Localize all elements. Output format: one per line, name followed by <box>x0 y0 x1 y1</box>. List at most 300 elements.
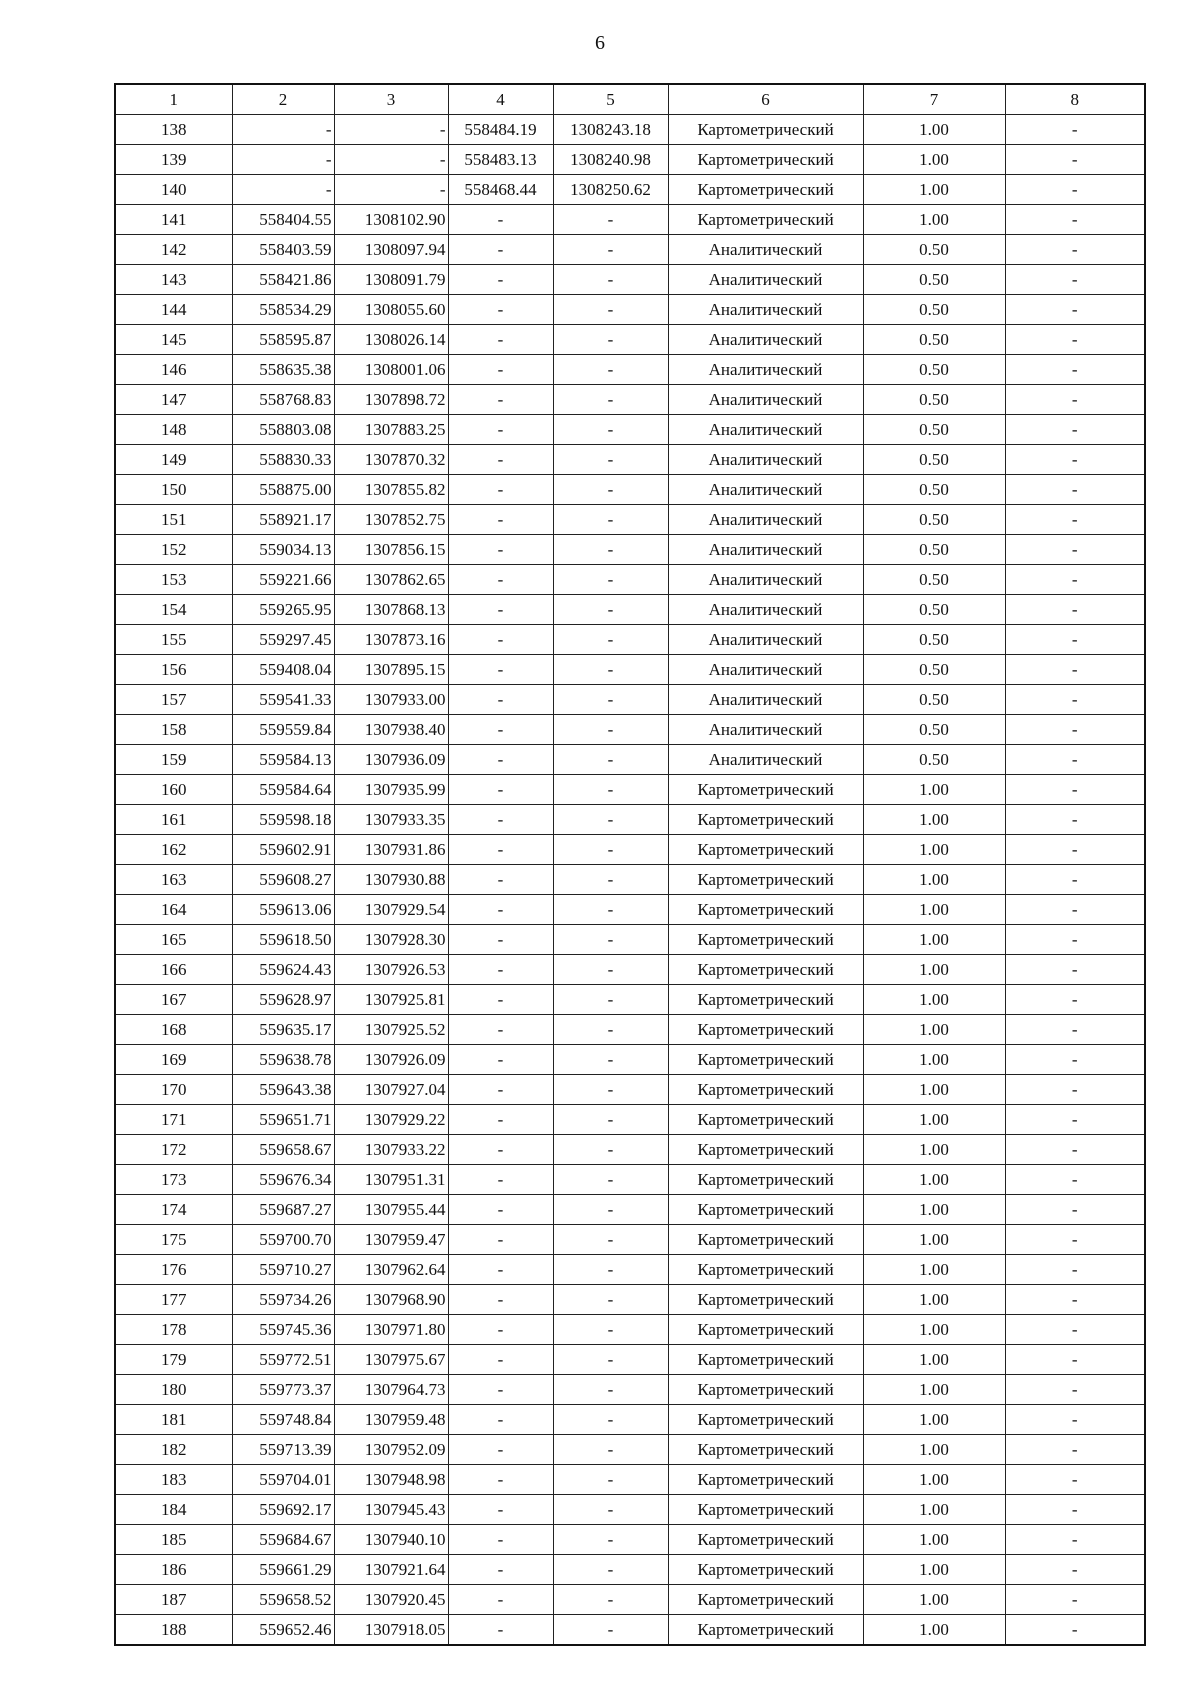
table-row <box>115 595 1145 625</box>
table-cell: 1.00 <box>863 1255 1005 1285</box>
table-cell: 1.00 <box>863 805 1005 835</box>
table-cell: - <box>553 955 668 985</box>
table-cell: 559221.66 <box>232 565 334 595</box>
table-cell: 176 <box>115 1255 232 1285</box>
table-row <box>115 1195 1145 1225</box>
table-row <box>115 1075 1145 1105</box>
table-cell: - <box>1005 1405 1145 1435</box>
table-cell: 559684.67 <box>232 1525 334 1555</box>
table-row <box>115 835 1145 865</box>
table-cell: - <box>232 115 334 145</box>
table-cell: 1307929.54 <box>334 895 448 925</box>
table-cell: 559541.33 <box>232 685 334 715</box>
table-cell: 1.00 <box>863 1045 1005 1075</box>
table-cell: 558483.13 <box>448 145 553 175</box>
table-cell: - <box>1005 295 1145 325</box>
table-cell: Аналитический <box>668 745 863 775</box>
table-cell: 1.00 <box>863 1615 1005 1646</box>
table-cell: - <box>334 175 448 205</box>
table-cell: 559734.26 <box>232 1285 334 1315</box>
table-cell: 188 <box>115 1615 232 1646</box>
table-cell: - <box>553 805 668 835</box>
table-cell: Картометрический <box>668 1075 863 1105</box>
table-cell: - <box>1005 115 1145 145</box>
table-cell: 1307926.53 <box>334 955 448 985</box>
table-cell: 171 <box>115 1105 232 1135</box>
table-cell: Аналитический <box>668 625 863 655</box>
table-cell: Аналитический <box>668 655 863 685</box>
table-cell: 164 <box>115 895 232 925</box>
table-cell: - <box>1005 1525 1145 1555</box>
table-cell: 1.00 <box>863 175 1005 205</box>
table-cell: 1308240.98 <box>553 145 668 175</box>
table-cell: 1307856.15 <box>334 535 448 565</box>
table-cell: - <box>553 355 668 385</box>
table-cell: Аналитический <box>668 355 863 385</box>
table-cell: Аналитический <box>668 685 863 715</box>
table-row <box>115 625 1145 655</box>
table-cell: 163 <box>115 865 232 895</box>
table-cell: Картометрический <box>668 835 863 865</box>
table-cell: - <box>553 1465 668 1495</box>
table-cell: 157 <box>115 685 232 715</box>
table-cell: 148 <box>115 415 232 445</box>
table-cell: Картометрический <box>668 895 863 925</box>
table-row <box>115 1495 1145 1525</box>
table-cell: 1.00 <box>863 1555 1005 1585</box>
table-cell: Картометрический <box>668 1315 863 1345</box>
table-cell: Аналитический <box>668 265 863 295</box>
table-cell: 1307962.64 <box>334 1255 448 1285</box>
table-cell: 161 <box>115 805 232 835</box>
table-cell: 559624.43 <box>232 955 334 985</box>
table-cell: 559584.64 <box>232 775 334 805</box>
table-row <box>115 1555 1145 1585</box>
table-cell: 0.50 <box>863 625 1005 655</box>
table-cell: 559676.34 <box>232 1165 334 1195</box>
table-cell: 153 <box>115 565 232 595</box>
table-row <box>115 1135 1145 1165</box>
table-cell: Аналитический <box>668 295 863 325</box>
table-cell: - <box>1005 1195 1145 1225</box>
table-cell: 1.00 <box>863 1165 1005 1195</box>
table-row <box>115 955 1145 985</box>
table-cell: 558921.17 <box>232 505 334 535</box>
table-cell: - <box>553 325 668 355</box>
table-cell: - <box>448 505 553 535</box>
table-cell: - <box>553 745 668 775</box>
table-cell: Картометрический <box>668 1555 863 1585</box>
table-row <box>115 325 1145 355</box>
table-cell: Картометрический <box>668 175 863 205</box>
table-cell: 1.00 <box>863 115 1005 145</box>
table-cell: Картометрический <box>668 1015 863 1045</box>
table-cell: Аналитический <box>668 445 863 475</box>
table-cell: - <box>1005 955 1145 985</box>
table-cell: 149 <box>115 445 232 475</box>
table-cell: - <box>1005 895 1145 925</box>
table-cell: 559692.17 <box>232 1495 334 1525</box>
table-cell: 166 <box>115 955 232 985</box>
table-cell: 1.00 <box>863 1495 1005 1525</box>
table-cell: 1.00 <box>863 1465 1005 1495</box>
table-cell: - <box>448 445 553 475</box>
table-cell: - <box>448 595 553 625</box>
table-cell: 559265.95 <box>232 595 334 625</box>
table-row <box>115 1405 1145 1435</box>
table-cell: - <box>448 1165 553 1195</box>
table-cell: 0.50 <box>863 655 1005 685</box>
table-cell: - <box>448 955 553 985</box>
table-cell: 1307870.32 <box>334 445 448 475</box>
table-cell: 559687.27 <box>232 1195 334 1225</box>
table-cell: 1307945.43 <box>334 1495 448 1525</box>
table-cell: 1.00 <box>863 1135 1005 1165</box>
table-cell: 177 <box>115 1285 232 1315</box>
table-cell: 175 <box>115 1225 232 1255</box>
table-cell: - <box>553 1495 668 1525</box>
table-cell: 558875.00 <box>232 475 334 505</box>
table-cell: 154 <box>115 595 232 625</box>
table-cell: Картометрический <box>668 1345 863 1375</box>
table-cell: - <box>553 625 668 655</box>
table-cell: - <box>448 565 553 595</box>
table-cell: 1307955.44 <box>334 1195 448 1225</box>
table-cell: 559772.51 <box>232 1345 334 1375</box>
table-row <box>115 1315 1145 1345</box>
table-cell: Картометрический <box>668 1225 863 1255</box>
table-row <box>115 685 1145 715</box>
table-cell: 559608.27 <box>232 865 334 895</box>
table-cell: 559034.13 <box>232 535 334 565</box>
table-cell: 0.50 <box>863 265 1005 295</box>
table-row <box>115 175 1145 205</box>
table-cell: 1307873.16 <box>334 625 448 655</box>
table-cell: 0.50 <box>863 235 1005 265</box>
table-row <box>115 1615 1145 1646</box>
table-cell: - <box>448 775 553 805</box>
table-cell: - <box>1005 325 1145 355</box>
table-cell: Картометрический <box>668 955 863 985</box>
table-cell: 1307855.82 <box>334 475 448 505</box>
table-cell: - <box>553 1165 668 1195</box>
table-cell: - <box>448 865 553 895</box>
table-cell: - <box>1005 865 1145 895</box>
table-cell: - <box>553 1075 668 1105</box>
table-cell: 559559.84 <box>232 715 334 745</box>
table-cell: 1.00 <box>863 145 1005 175</box>
table-cell: 1.00 <box>863 1105 1005 1135</box>
table-cell: Аналитический <box>668 535 863 565</box>
table-row <box>115 1285 1145 1315</box>
table-row <box>115 145 1145 175</box>
table-row <box>115 445 1145 475</box>
table-cell: - <box>553 1435 668 1465</box>
table-cell: 559745.36 <box>232 1315 334 1345</box>
table-cell: - <box>553 1015 668 1045</box>
table-cell: 168 <box>115 1015 232 1045</box>
table-cell: 159 <box>115 745 232 775</box>
table-cell: - <box>1005 1315 1145 1345</box>
table-cell: 559773.37 <box>232 1375 334 1405</box>
table-cell: - <box>1005 355 1145 385</box>
column-header: 7 <box>863 84 1005 115</box>
table-row <box>115 1165 1145 1195</box>
table-cell: 0.50 <box>863 475 1005 505</box>
table-cell: Картометрический <box>668 1615 863 1646</box>
table-cell: Картометрический <box>668 805 863 835</box>
table-cell: Картометрический <box>668 1285 863 1315</box>
table-cell: - <box>553 1375 668 1405</box>
table-cell: - <box>448 805 553 835</box>
table-cell: 1307883.25 <box>334 415 448 445</box>
table-cell: 1308091.79 <box>334 265 448 295</box>
table-cell: - <box>553 715 668 745</box>
table-cell: - <box>553 865 668 895</box>
table-cell: 182 <box>115 1435 232 1465</box>
table-cell: - <box>448 535 553 565</box>
table-cell: Аналитический <box>668 325 863 355</box>
column-header: 8 <box>1005 84 1145 115</box>
table-row <box>115 295 1145 325</box>
table-cell: 0.50 <box>863 355 1005 385</box>
column-header: 2 <box>232 84 334 115</box>
table-row <box>115 1525 1145 1555</box>
table-cell: 559628.97 <box>232 985 334 1015</box>
table-cell: - <box>553 685 668 715</box>
table-cell: - <box>553 1615 668 1646</box>
table-cell: 1.00 <box>863 1195 1005 1225</box>
table-cell: Аналитический <box>668 475 863 505</box>
table-cell: 1307964.73 <box>334 1375 448 1405</box>
table-cell: - <box>553 985 668 1015</box>
table-cell: 1307898.72 <box>334 385 448 415</box>
table-cell: 143 <box>115 265 232 295</box>
table-cell: - <box>448 1135 553 1165</box>
table-cell: 0.50 <box>863 745 1005 775</box>
table-cell: 160 <box>115 775 232 805</box>
table-cell: 1.00 <box>863 1405 1005 1435</box>
table-cell: 1307959.47 <box>334 1225 448 1255</box>
table-cell: 162 <box>115 835 232 865</box>
table-cell: 170 <box>115 1075 232 1105</box>
table-row <box>115 475 1145 505</box>
table-row <box>115 1045 1145 1075</box>
table-cell: 1307952.09 <box>334 1435 448 1465</box>
table-row <box>115 355 1145 385</box>
table-row <box>115 1015 1145 1045</box>
table-cell: 1307938.40 <box>334 715 448 745</box>
table-cell: - <box>448 925 553 955</box>
table-cell: 1307951.31 <box>334 1165 448 1195</box>
table-row <box>115 1225 1145 1255</box>
table-cell: Картометрический <box>668 1495 863 1525</box>
table-cell: 1307968.90 <box>334 1285 448 1315</box>
table-cell: - <box>553 1255 668 1285</box>
table-row <box>115 1585 1145 1615</box>
table-cell: - <box>553 205 668 235</box>
table-cell: - <box>553 1345 668 1375</box>
table-cell: 1308097.94 <box>334 235 448 265</box>
table-cell: 1307936.09 <box>334 745 448 775</box>
table-cell: - <box>448 745 553 775</box>
table-cell: 1308055.60 <box>334 295 448 325</box>
table-cell: Аналитический <box>668 595 863 625</box>
table-cell: - <box>448 1555 553 1585</box>
table-cell: 559700.70 <box>232 1225 334 1255</box>
table-cell: - <box>553 505 668 535</box>
table-cell: 140 <box>115 175 232 205</box>
table-cell: - <box>448 1375 553 1405</box>
column-header: 5 <box>553 84 668 115</box>
table-cell: - <box>553 595 668 625</box>
table-row <box>115 1105 1145 1135</box>
table-cell: 559661.29 <box>232 1555 334 1585</box>
table-cell: 150 <box>115 475 232 505</box>
table-cell: - <box>1005 1045 1145 1075</box>
table-cell: 1308250.62 <box>553 175 668 205</box>
table-cell: - <box>553 925 668 955</box>
table-cell: 145 <box>115 325 232 355</box>
table-cell: - <box>448 265 553 295</box>
table-cell: - <box>1005 985 1145 1015</box>
table-cell: 559638.78 <box>232 1045 334 1075</box>
table-cell: - <box>448 475 553 505</box>
table-cell: Картометрический <box>668 1255 863 1285</box>
table-cell: - <box>448 235 553 265</box>
table-cell: 558830.33 <box>232 445 334 475</box>
table-cell: 0.50 <box>863 565 1005 595</box>
table-row <box>115 1435 1145 1465</box>
table-cell: 559651.71 <box>232 1105 334 1135</box>
table-cell: 558534.29 <box>232 295 334 325</box>
table-cell: - <box>553 295 668 325</box>
table-cell: 1308026.14 <box>334 325 448 355</box>
table-cell: Картометрический <box>668 1045 863 1075</box>
table-cell: - <box>448 715 553 745</box>
table-cell: 0.50 <box>863 595 1005 625</box>
table-cell: 174 <box>115 1195 232 1225</box>
table-cell: - <box>1005 1555 1145 1585</box>
table-cell: - <box>448 625 553 655</box>
table-cell: 1307927.04 <box>334 1075 448 1105</box>
table-cell: 559652.46 <box>232 1615 334 1646</box>
table-cell: - <box>1005 1495 1145 1525</box>
table-cell: 1307868.13 <box>334 595 448 625</box>
table-cell: - <box>553 385 668 415</box>
table-cell: - <box>1005 1585 1145 1615</box>
table-cell: Картометрический <box>668 925 863 955</box>
table-cell: - <box>448 655 553 685</box>
table-cell: 1.00 <box>863 1225 1005 1255</box>
table-cell: - <box>1005 775 1145 805</box>
table-cell: - <box>553 895 668 925</box>
table-cell: 1308102.90 <box>334 205 448 235</box>
table-cell: 559710.27 <box>232 1255 334 1285</box>
table-cell: - <box>1005 445 1145 475</box>
table-cell: Картометрический <box>668 1585 863 1615</box>
table-cell: - <box>1005 505 1145 535</box>
table-cell: - <box>1005 145 1145 175</box>
table-cell: 139 <box>115 145 232 175</box>
table-cell: - <box>448 205 553 235</box>
table-cell: 1307930.88 <box>334 865 448 895</box>
table-cell: 156 <box>115 655 232 685</box>
table-cell: - <box>448 985 553 1015</box>
coordinates-table <box>114 83 1146 1646</box>
table-cell: 559408.04 <box>232 655 334 685</box>
table-cell: - <box>448 1585 553 1615</box>
table-cell: - <box>448 1435 553 1465</box>
table-cell: 1.00 <box>863 835 1005 865</box>
table-cell: 180 <box>115 1375 232 1405</box>
table-cell: 559297.45 <box>232 625 334 655</box>
table-row <box>115 115 1145 145</box>
table-cell: 181 <box>115 1405 232 1435</box>
table-cell: - <box>553 835 668 865</box>
table-cell: - <box>448 295 553 325</box>
table-cell: 558484.19 <box>448 115 553 145</box>
table-cell: 146 <box>115 355 232 385</box>
table-cell: - <box>448 1525 553 1555</box>
table-cell: - <box>1005 565 1145 595</box>
table-cell: 1307925.52 <box>334 1015 448 1045</box>
table-cell: 558468.44 <box>448 175 553 205</box>
table-row <box>115 805 1145 835</box>
table-cell: - <box>553 1105 668 1135</box>
table-cell: 559658.67 <box>232 1135 334 1165</box>
table-cell: - <box>448 1405 553 1435</box>
table-cell: Картометрический <box>668 775 863 805</box>
table-cell: - <box>448 1495 553 1525</box>
table-cell: - <box>553 1555 668 1585</box>
table-cell: - <box>553 235 668 265</box>
table-cell: - <box>1005 175 1145 205</box>
table-cell: - <box>1005 655 1145 685</box>
table-cell: 1307920.45 <box>334 1585 448 1615</box>
table-cell: 1.00 <box>863 1285 1005 1315</box>
table-cell: 184 <box>115 1495 232 1525</box>
table-cell: 1307862.65 <box>334 565 448 595</box>
table-cell: 1.00 <box>863 1075 1005 1105</box>
table-cell: - <box>553 1285 668 1315</box>
table-cell: - <box>553 655 668 685</box>
table-cell: - <box>553 1045 668 1075</box>
table-cell: - <box>1005 235 1145 265</box>
table-cell: 0.50 <box>863 715 1005 745</box>
table-cell: 141 <box>115 205 232 235</box>
table-cell: - <box>1005 1435 1145 1465</box>
table-cell: 187 <box>115 1585 232 1615</box>
table-cell: 155 <box>115 625 232 655</box>
table-cell: - <box>1005 1345 1145 1375</box>
table-cell: Картометрический <box>668 1525 863 1555</box>
table-cell: 1.00 <box>863 1525 1005 1555</box>
table-cell: 1.00 <box>863 1585 1005 1615</box>
table-cell: - <box>1005 535 1145 565</box>
table-cell: - <box>1005 265 1145 295</box>
table-cell: 186 <box>115 1555 232 1585</box>
table-cell: 1307959.48 <box>334 1405 448 1435</box>
table-row <box>115 535 1145 565</box>
table-row <box>115 235 1145 265</box>
table-cell: - <box>1005 1375 1145 1405</box>
table-cell: - <box>448 1285 553 1315</box>
table-row <box>115 985 1145 1015</box>
table-cell: - <box>1005 385 1145 415</box>
table-row <box>115 1345 1145 1375</box>
table-cell: 147 <box>115 385 232 415</box>
